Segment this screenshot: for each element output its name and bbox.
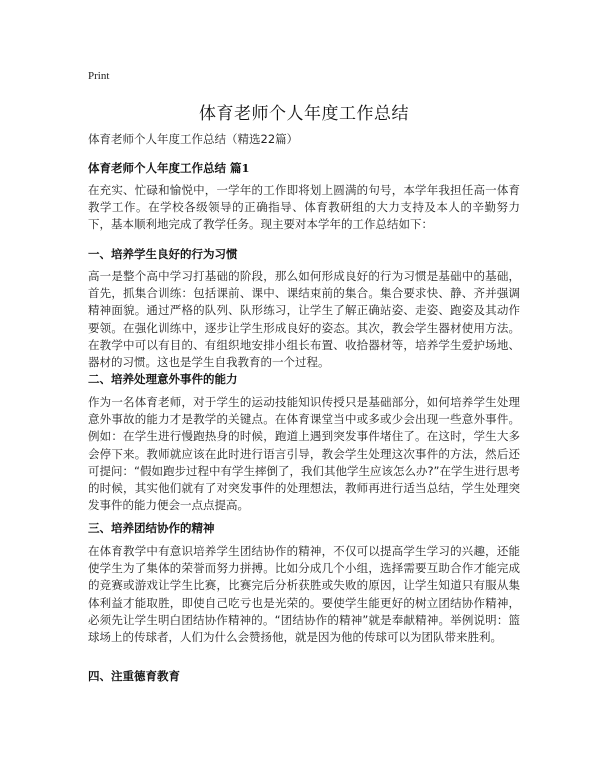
document-subtitle: 体育老师个人年度工作总结（精选22篇）	[88, 132, 299, 146]
print-label: Print	[88, 70, 110, 82]
intro-paragraph: 在充实、忙碌和愉悦中，一学年的工作即将划上圆满的句号，本学年我担任高一体育教学工作。在学校各级领导的正确指导、体育教研组的大力支持及本人的辛勤努力下，基本顺利地完成了教学任务。现主要对本学年的工作总结如下：	[88, 183, 520, 232]
article-heading: 体育老师个人年度工作总结 篇1	[88, 161, 250, 175]
section-heading-2: 二、培养处理意外事件的能力	[88, 372, 238, 386]
section-body-1: 高一是整个高中学习打基础的阶段，那么如何形成良好的行为习惯是基础中的基础，首先，抓集合训练：包括课前、课中、课结束前的集合。集合要求快、静、齐并强调精神面貌。通过严格的队列、队形练习，让学生了解正确站姿、走姿、跑姿及其动作要领。在强化训练中，逐步让学生形成良好的姿态。其次，教会学生器材使用方法。在教学中可以有目的、有组织地安排小组长布置、收拾器材等，培养学生爱护场地、器材的习惯。这也是学生自我教育的一个过程。	[88, 269, 520, 370]
document-title: 体育老师个人年度工作总结	[199, 104, 409, 124]
section-heading-1: 一、培养学生良好的行为习惯	[88, 247, 238, 261]
section-heading-3: 三、培养团结协作的精神	[88, 521, 215, 535]
section-heading-4: 四、注重德育教育	[88, 669, 180, 683]
section-body-3: 在体育教学中有意识培养学生团结协作的精神，不仅可以提高学生学习的兴趣，还能使学生为了集体的荣誉而努力拼搏。比如分成几个小组，选择需要互助合作才能完成的竞赛或游戏让学生比赛，比赛完后分析获胜或失败的原因，让学生知道只有服从集体利益才能取胜，即使自己吃亏也是光荣的。要使学生能更好的树立团结协作精神，必须先让学生明白团结协作精神的。“团结协作的精神”就是奉献精神。举例说明：篮球场上的传球者，人们为什么会赞扬他，就是因为他的传球可以为团队带来胜利。	[88, 544, 520, 645]
section-body-2: 作为一名体育老师，对于学生的运动技能知识传授只是基础部分，如何培养学生处理意外事故的能力才是教学的关键点。在体育课堂当中或多或少会出现一些意外事件。例如：在学生进行慢跑热身的时候，跑道上遇到突发事件堵住了。在这时，学生大多会停下来。教师就应该在此时进行语言引导，教会学生处理这次事件的方法，然后还可提问：“假如跑步过程中有学生摔倒了，我们其他学生应该怎么办?”在学生进行思考的时候，其实他们就有了对突发事件的处理想法，教师再进行适当总结，学生处理突发事件的能力便会一点点提高。	[88, 395, 521, 513]
